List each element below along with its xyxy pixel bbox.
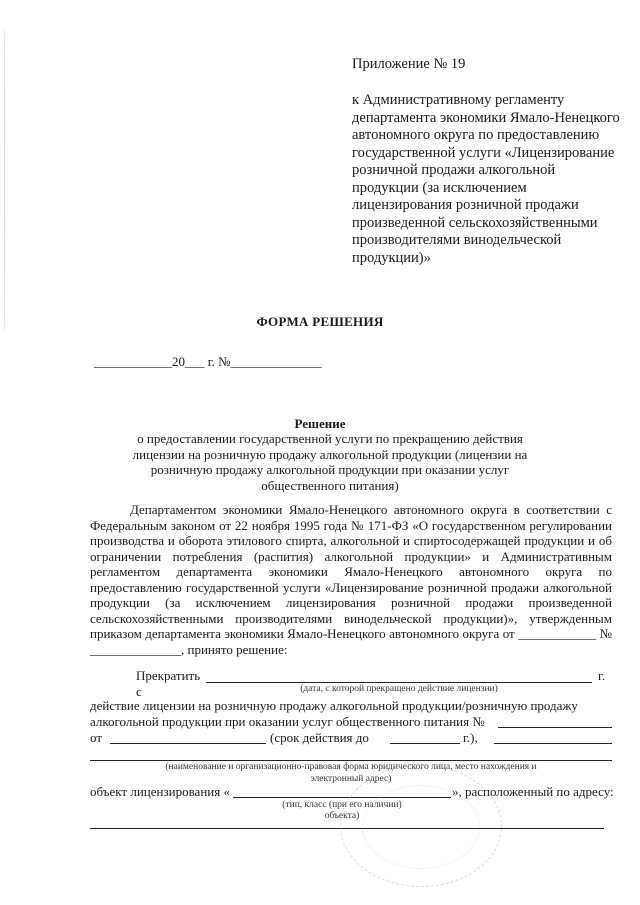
- binding-shadow: [4, 30, 5, 330]
- decision-subheading: о предоставлении государственной услуги по прекращению действия лицензии на розничную продажу алкогольной продукции (лицензии на розничную продажу алкогольной продукции при оказании услуг общественного питания): [132, 431, 528, 493]
- validity-date-line: [390, 743, 460, 744]
- object-label: объект лицензирования «: [90, 784, 230, 799]
- object-suffix: », расположенный по адресу:: [452, 784, 614, 799]
- validity-suffix: г.),: [463, 730, 478, 745]
- decision-heading: Решение: [294, 416, 346, 431]
- license-date-line: [110, 743, 266, 744]
- organization-caption-1: (наименование и организационно-правовая форма юридического лица, место нахождения и: [165, 762, 537, 772]
- body-paragraph: Департаментом экономики Ямало-Ненецкого автономного округа в соответствии с Федеральным законом от 22 ноября 1995 года № 171-ФЗ «О государственном регулировании производства и оборота этилового спирта, алкогольной и спиртосодержащей продукции и об ограничении потребления (распития) алкогольной продукции» и Административным регламентом департамента экономики Ямало-Ненецкого автономного округа по предоставлению государственной услуги «Лицензирование розничной продажи алкогольной продукции (за исключением лицензирования розничной продажи произведенной сельскохозяйственными производителями винодельческой продукции)», утвержденным приказом департамента экономики Ямало-Ненецкого автономного округа от ____________ № ______________, принято решение:: [90, 502, 612, 657]
- organization-caption-2: электронный адрес): [310, 774, 392, 784]
- appendix-title: Приложение № 19: [352, 56, 466, 72]
- organization-line: [90, 760, 612, 761]
- terminate-label: Прекратить с: [136, 668, 201, 699]
- terminate-date-line: [206, 682, 592, 683]
- form-title: ФОРМА РЕШЕНИЯ: [256, 314, 384, 329]
- object-caption-1: (тип, класс (при его наличии): [282, 800, 402, 810]
- validity-tail-line: [494, 743, 612, 744]
- license-line-1: действие лицензии на розничную продажу алкогольной продукции/розничную продажу: [90, 698, 578, 713]
- stamp-inner-ring: [362, 785, 480, 869]
- validity-middle: (срок действия до: [270, 730, 369, 745]
- appendix-text: к Административному регламенту департамента экономики Ямало-Ненецкого автономного округа по предоставлению государственной услуги «Лицензирование розничной продажи алкогольной продукции (за исключением лицензирования розничной продажи произведенной сельскохозяйственными производителями винодельческой продукции)»: [352, 92, 620, 266]
- validity-from: от: [90, 730, 103, 745]
- date-number-line: ____________20___ г. №______________: [94, 354, 322, 369]
- license-line-2: алкогольной продукции при оказании услуг общественного питания №: [90, 714, 485, 729]
- terminate-caption: (дата, с которой прекращено действие лицензии): [300, 684, 498, 694]
- terminate-suffix: г.: [598, 668, 606, 683]
- object-caption-2: объекта): [324, 811, 360, 821]
- license-number-line: [498, 727, 612, 728]
